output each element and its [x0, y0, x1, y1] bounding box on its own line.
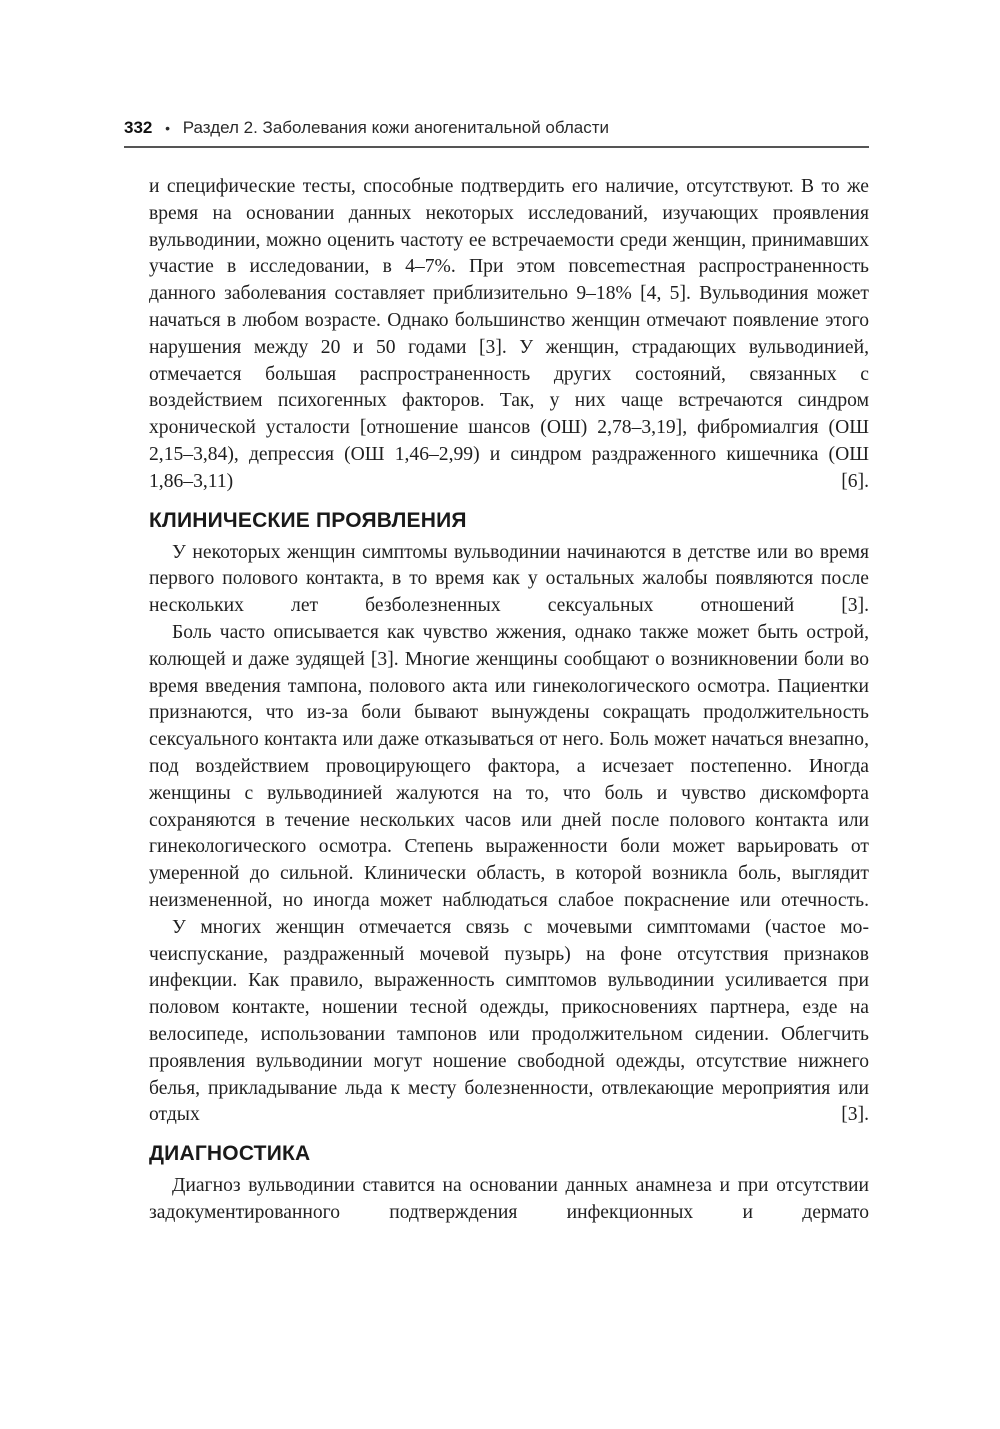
intro-paragraph: и специфические тесты, способные подтвердить его наличие, отсутствуют. В то же время на основании данных некоторых исследований, изучающих проявления вульводинии, можно оценить частоту ее встречаемости среди женщин, принимавших участие в исследовании, в 4–7%. При этом повсеmестная распространенность данного заболевания составляет приблизительно 9–18% [4, 5]. Вульводиния может начаться в любом возрасте. Однако большинство женщин отмечают появление этого нарушения между 20 и 50 годами [3]. У женщин, страдающих вульводинией, отмечается большая распространенность других состояний, связанных с воздействием психогенных факторов. Так, у них чаще встречаются синдром хронической усталости [отношение шансов (ОШ) 2,78–3,19], фибромиалгия (ОШ 2,15–3,84), депрессия (ОШ 1,46–2,99) и синдром раздраженного кишечника (ОШ 1,86–3,11) [6]. [149, 176, 869, 492]
diagnostics-paragraph-1: Диагноз вульводинии ставится на основании данных анамнеза и при отсутствии задокументированного подтверждения инфекционных и дермато [149, 1175, 869, 1223]
clinical-paragraph-1: У некоторых женщин симптомы вульводинии начинаются в детстве или во время первого полового контакта, в то время как у остальных жалобы появляются после нескольких лет безболезненных сексуальных отношений [3]. [149, 541, 869, 617]
header-separator: • [165, 120, 171, 136]
section-title: Раздел 2. Заболевания кожи аногенитальной области [182, 118, 610, 137]
running-head [124, 113, 869, 143]
page-body [149, 174, 869, 1227]
page-number: 332 [124, 118, 153, 137]
clinical-paragraph-2: Боль часто описывается как чувство жжения, однако также может быть острой, колющей и даже зудящей [3]. Многие женщины сообщают о возникновении боли во время введения тампона, полового акта или гинекологического осмотра. Пациентки признаются, что из-за боли бывают вынуждены сокращать продолжительность сексуального контакта или даже отказываться от него. Боль может начаться внезапно, под воздействием провоцирующего фактора, а исчезает постепенно. Иногда женщины с вульводинией жалуются на то, что боль и чувство дискомфорта сохраняются в течение нескольких часов или дней после полового контакта или гинекологического осмотра. Степень выраженности боли может варьировать от умеренной до сильной. Клинически область, в которой возникла боль, выглядит неизмененной, но иногда может наблюдаться слабое покраснение или отечность. [149, 621, 869, 911]
header-rule [124, 146, 869, 148]
heading-clinical-manifestations: КЛИНИЧЕСКИЕ ПРОЯВЛЕНИЯ [149, 508, 467, 532]
clinical-paragraph-3: У многих женщин отмечается связь с мочевыми симптомами (частое мочеиспускание, раздраженный мочевой пузырь) на фоне отсутствия признаков инфекции. Как правило, выраженность симптомов вульводинии усиливается при половом контакте, ношении тесной одежды, прикосновениях партнера, езде на велосипеде, использовании тампонов или продолжительном сидении. Облегчить проявления вульводинии могут ношение свободной одежды, отсутствие нижнего белья, прикладывание льда к месту болезненности, отвлекающие мероприятия или отдых [3]. [149, 916, 869, 1126]
heading-diagnostics: ДИАГНОСТИКА [149, 1142, 311, 1166]
